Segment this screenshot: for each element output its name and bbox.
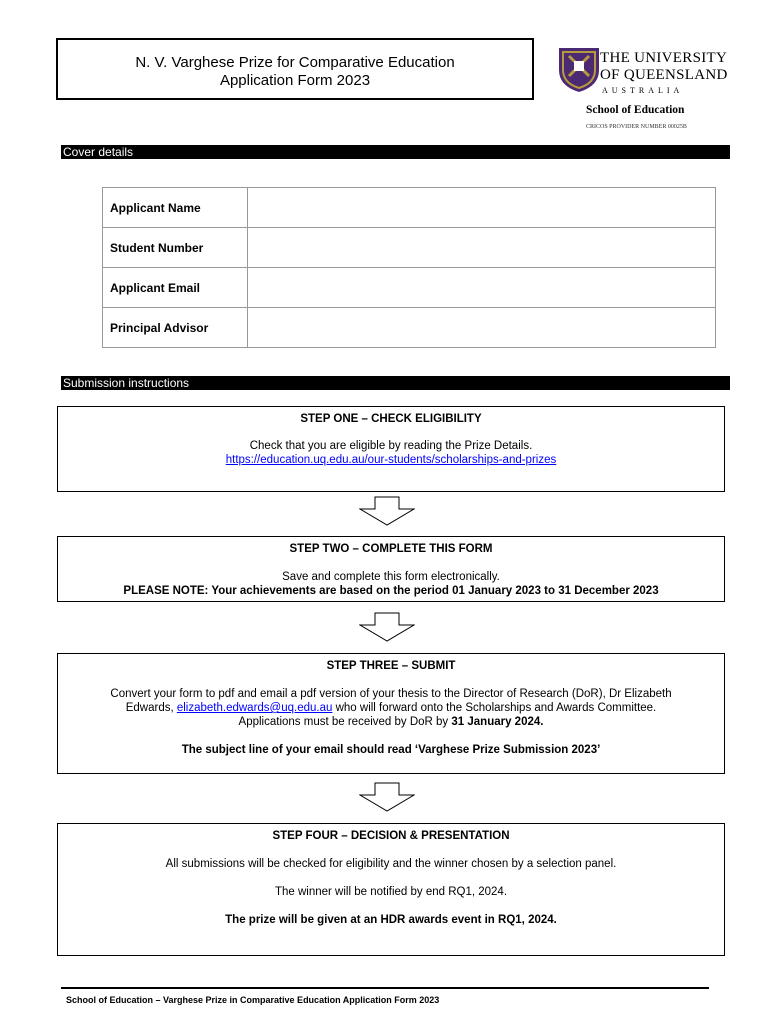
down-arrow-icon: [359, 782, 415, 812]
table-row: [103, 188, 716, 228]
page-footer: School of Education – Varghese Prize in Comparative Education Application Form 2023: [66, 995, 440, 1005]
down-arrow-icon: [359, 496, 415, 526]
uq-crest-icon: [555, 46, 603, 94]
cricos-number: CRICOS PROVIDER NUMBER 00025B: [586, 124, 687, 130]
cover-details-heading: Cover details: [61, 145, 730, 159]
principal-advisor-label: Principal Advisor: [103, 308, 248, 348]
step-four-box: [57, 823, 725, 956]
submission-deadline: 31 January 2024.: [451, 716, 544, 728]
university-name: THE UNIVERSITY OF QUEENSLAND: [600, 50, 728, 83]
applicant-email-field[interactable]: [248, 268, 716, 308]
step-one-title: STEP ONE – CHECK ELIGIBILITY: [300, 413, 482, 425]
step-three-title: STEP THREE – SUBMIT: [326, 660, 456, 672]
step-two-box: [57, 536, 725, 602]
form-title-box: [56, 38, 534, 100]
step-one-box: [57, 406, 725, 492]
down-arrow-icon: [359, 612, 415, 642]
prize-details-link[interactable]: https://education.uq.edu.au/our-students/scholarships-and-prizes: [225, 454, 557, 466]
form-title-line2: Application Form 2023: [219, 72, 371, 89]
step-three-text1: Convert your form to pdf and email a pdf version of your thesis to the Director of Research (DoR), Dr Elizabeth: [110, 688, 672, 700]
table-row: [103, 308, 716, 348]
university-country: AUSTRALIA: [602, 86, 684, 95]
step-four-text2: The winner will be notified by end RQ1, 2024.: [274, 886, 508, 898]
step-three-text2: Edwards, elizabeth.edwards@uq.edu.au who will forward onto the Scholarships and Awards Committee.: [125, 702, 657, 714]
step-three-text3: Applications must be received by DoR by 31 January 2024.: [238, 716, 544, 728]
email-subject-instruction: The subject line of your email should read ‘Varghese Prize Submission 2023’: [181, 744, 601, 756]
dor-email-link[interactable]: elizabeth.edwards@uq.edu.au: [176, 702, 333, 714]
step-three-box: [57, 653, 725, 774]
table-row: [103, 228, 716, 268]
step-four-text3: The prize will be given at an HDR awards event in RQ1, 2024.: [225, 914, 557, 926]
student-number-label: Student Number: [103, 228, 248, 268]
step-two-note: PLEASE NOTE: Your achievements are based on the period 01 January 2023 to 31 December 2023: [123, 585, 659, 597]
school-name: School of Education: [586, 104, 685, 116]
cover-details-table: [102, 187, 716, 348]
principal-advisor-field[interactable]: [248, 308, 716, 348]
step-two-text: Save and complete this form electronically.: [282, 571, 500, 583]
table-row: [103, 268, 716, 308]
applicant-email-label: Applicant Email: [103, 268, 248, 308]
applicant-name-field[interactable]: [248, 188, 716, 228]
student-number-field[interactable]: [248, 228, 716, 268]
step-four-text1: All submissions will be checked for eligibility and the winner chosen by a selection panel.: [165, 858, 617, 870]
step-two-title: STEP TWO – COMPLETE THIS FORM: [289, 543, 493, 555]
submission-instructions-heading: Submission instructions: [61, 376, 730, 390]
form-title-line1: N. V. Varghese Prize for Comparative Education: [135, 54, 455, 71]
step-one-text: Check that you are eligible by reading the Prize Details.: [249, 440, 533, 452]
footer-divider: [61, 987, 709, 989]
step-four-title: STEP FOUR – DECISION & PRESENTATION: [272, 830, 510, 842]
applicant-name-label: Applicant Name: [103, 188, 248, 228]
